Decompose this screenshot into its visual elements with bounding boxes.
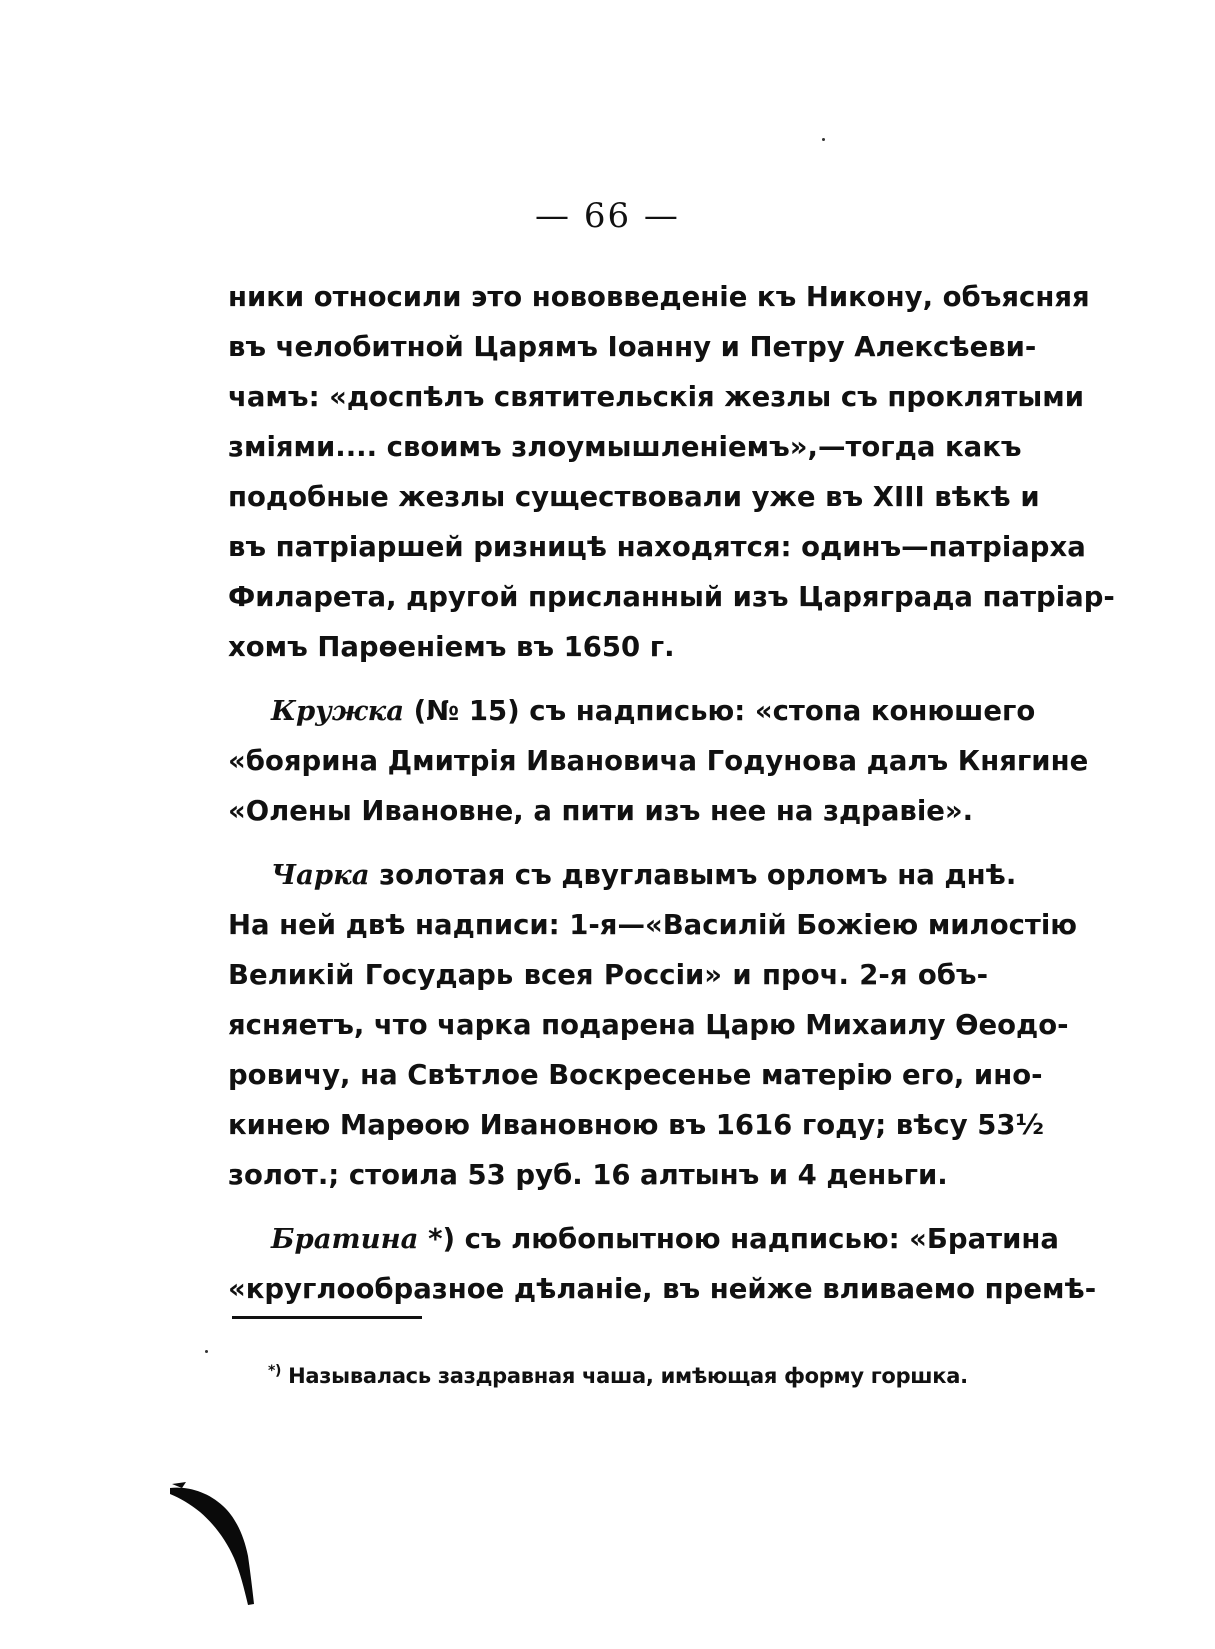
footnote-text: Называлась заздравная чаша, имѣющая форму горшка.: [281, 1364, 968, 1388]
text-line: На ней двѣ надписи: 1-я—«Василій Божіею милостію: [228, 909, 1077, 941]
text-line: чамъ: «доспѣлъ святительскія жезлы съ проклятыми: [228, 381, 1084, 413]
text-line: [228, 686, 1036, 736]
text-line: зміями.... своимъ злоумышленіемъ»,—тогда какъ: [228, 431, 1022, 463]
text-line: ясняетъ, что чарка подарена Царю Михаилу Ѳеодо-: [228, 1009, 1069, 1041]
text-line: «Олены Ивановне, а пити изъ нее на здравіе».: [228, 795, 974, 827]
text-line: «боярина Дмитрія Ивановича Годунова далъ Княгине: [228, 745, 1089, 777]
text-line: кинею Марѳою Ивановною въ 1616 году; вѣсу 53½: [228, 1109, 1044, 1141]
term-charka: Чарка: [271, 859, 370, 891]
paragraph-bratina: [228, 1214, 1097, 1314]
term-kruzhka: Кружка: [271, 695, 405, 727]
scan-speck: [205, 1350, 208, 1353]
footnote: [268, 1356, 998, 1391]
text-line: въ челобитной Царямъ Іоанну и Петру Алексѣеви-: [228, 331, 1037, 363]
text-line: подобные жезлы существовали уже въ XIII вѣкѣ и: [228, 481, 1040, 513]
text-line: [228, 1214, 1059, 1264]
body-text: [228, 272, 1115, 1328]
text-fragment: *) съ любопытною надписью: «Братина: [418, 1223, 1059, 1255]
text-line: Великій Государь всея Россіи» и проч. 2-я объ-: [228, 959, 988, 991]
scan-artifact-mark: [168, 1478, 278, 1608]
text-line: въ патріаршей ризницѣ находятся: одинъ—патріарха: [228, 531, 1086, 563]
text-line: ники относили это нововведеніе къ Никону, объясняя: [228, 281, 1090, 313]
text-fragment: золотая съ двуглавымъ орломъ на днѣ.: [369, 859, 1017, 891]
text-line: [228, 850, 1017, 900]
text-line: Филарета, другой присланный изъ Царяграда патріар-: [228, 581, 1115, 613]
paragraph-kruzhka: [228, 686, 1089, 836]
text-line: золот.; стоила 53 руб. 16 алтынъ и 4 деньги.: [228, 1159, 948, 1191]
text-line: ровичу, на Свѣтлое Воскресенье матерію его, ино-: [228, 1059, 1043, 1091]
paragraph-charka: [228, 850, 1077, 1200]
footnote-marker: *): [268, 1363, 282, 1379]
scan-speck: [822, 138, 825, 141]
text-line: хомъ Парѳеніемъ въ 1650 г.: [228, 631, 675, 663]
text-fragment: (№ 15) съ надписью: «стопа конюшего: [404, 695, 1036, 727]
footnote-divider: [232, 1316, 422, 1319]
term-bratina: Братина: [271, 1223, 419, 1255]
paragraph-1: [228, 272, 1115, 672]
text-line: «круглообразное дѣланіе, въ нейже вливаемо премѣ-: [228, 1273, 1097, 1305]
page-number: — 66 —: [535, 196, 680, 236]
